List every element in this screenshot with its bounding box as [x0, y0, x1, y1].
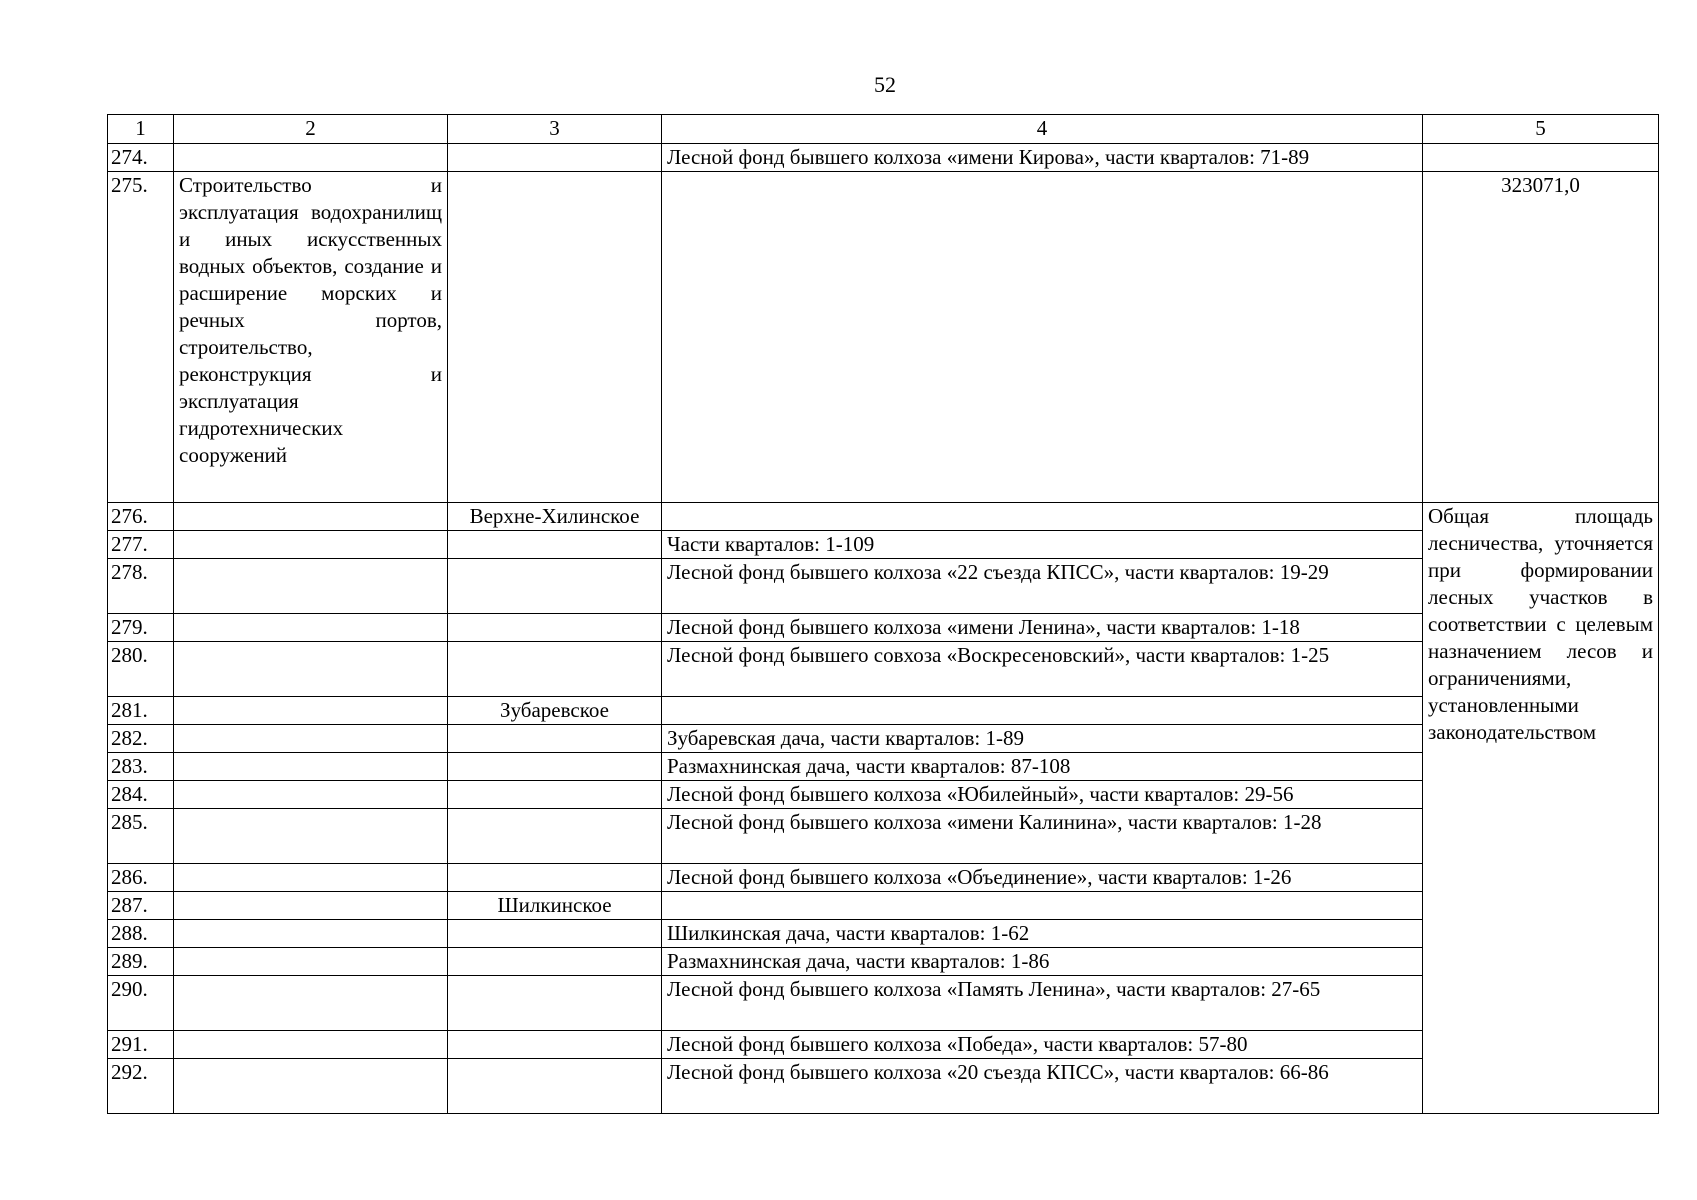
purpose-cell — [174, 1059, 448, 1114]
quarters-cell: Лесной фонд бывшего колхоза «имени Кирова», части кварталов: 71-89 — [662, 144, 1423, 172]
table-row — [108, 144, 1659, 172]
purpose-cell — [174, 1031, 448, 1059]
forestry-cell — [448, 559, 662, 614]
forestry-cell — [448, 1059, 662, 1114]
quarters-cell: Зубаревская дача, части кварталов: 1-89 — [662, 725, 1423, 753]
purpose-cell — [174, 781, 448, 809]
header-cell: 5 — [1423, 115, 1659, 144]
purpose-cell: Строительство и эксплуатация водохранилищ и иных искусственных водных объектов, создание и расширение морских и речных портов, строительство, реконструкция и эксплуатация гидротехнических сооружений — [174, 172, 448, 503]
forestry-cell — [448, 781, 662, 809]
row-number: 290. — [108, 976, 174, 1031]
header-cell: 2 — [174, 115, 448, 144]
purpose-cell — [174, 642, 448, 697]
purpose-cell — [174, 892, 448, 920]
row-number: 287. — [108, 892, 174, 920]
table-body — [108, 503, 1659, 1114]
header-cell: 1 — [108, 115, 174, 144]
row-number: 276. — [108, 503, 174, 531]
forestry-cell — [448, 809, 662, 864]
row-number: 281. — [108, 697, 174, 725]
row-number: 288. — [108, 920, 174, 948]
row-number: 275. — [108, 172, 174, 503]
quarters-cell: Лесной фонд бывшего колхоза «имени Ленина», части кварталов: 1-18 — [662, 614, 1423, 642]
area-cell: 323071,0 — [1423, 172, 1659, 503]
purpose-cell — [174, 920, 448, 948]
forestry-cell — [448, 864, 662, 892]
forestry-cell — [448, 531, 662, 559]
purpose-cell — [174, 948, 448, 976]
header-cell: 3 — [448, 115, 662, 144]
purpose-cell — [174, 697, 448, 725]
quarters-cell: Лесной фонд бывшего колхоза «20 съезда КПСС», части кварталов: 66-86 — [662, 1059, 1423, 1114]
row-number: 292. — [108, 1059, 174, 1114]
quarters-cell: Лесной фонд бывшего колхоза «имени Калинина», части кварталов: 1-28 — [662, 809, 1423, 864]
quarters-cell: Лесной фонд бывшего колхоза «Победа», части кварталов: 57-80 — [662, 1031, 1423, 1059]
forestry-table — [107, 114, 1659, 1114]
table-row — [108, 172, 1659, 503]
purpose-cell — [174, 559, 448, 614]
forestry-cell: Верхне-Хилинское — [448, 503, 662, 531]
forestry-cell: Зубаревское — [448, 697, 662, 725]
forestry-cell — [448, 172, 662, 503]
forestry-cell — [448, 948, 662, 976]
quarters-cell: Лесной фонд бывшего колхоза «Объединение», части кварталов: 1-26 — [662, 864, 1423, 892]
table-row — [108, 503, 1659, 531]
forestry-cell — [448, 144, 662, 172]
forestry-cell — [448, 1031, 662, 1059]
row-number: 286. — [108, 864, 174, 892]
quarters-cell — [662, 892, 1423, 920]
area-note-cell: Общая площадь лесничества, уточняется при формировании лесных участков в соответствии с целевым назначением лесов и ограничениями, установленными законодательством — [1423, 503, 1659, 1114]
area-cell — [1423, 144, 1659, 172]
forestry-cell — [448, 976, 662, 1031]
forestry-cell: Шилкинское — [448, 892, 662, 920]
forestry-cell — [448, 614, 662, 642]
row-number: 277. — [108, 531, 174, 559]
quarters-cell: Части кварталов: 1-109 — [662, 531, 1423, 559]
quarters-cell: Размахнинская дача, части кварталов: 1-86 — [662, 948, 1423, 976]
quarters-cell: Размахнинская дача, части кварталов: 87-108 — [662, 753, 1423, 781]
row-number: 289. — [108, 948, 174, 976]
quarters-cell — [662, 697, 1423, 725]
purpose-cell — [174, 144, 448, 172]
forestry-cell — [448, 725, 662, 753]
forestry-cell — [448, 642, 662, 697]
purpose-cell — [174, 531, 448, 559]
purpose-cell — [174, 725, 448, 753]
quarters-cell: Лесной фонд бывшего колхоза «22 съезда КПСС», части кварталов: 19-29 — [662, 559, 1423, 614]
quarters-cell — [662, 172, 1423, 503]
page-number: 52 — [874, 72, 896, 97]
purpose-cell — [174, 976, 448, 1031]
row-number: 280. — [108, 642, 174, 697]
purpose-cell — [174, 753, 448, 781]
quarters-cell: Лесной фонд бывшего колхоза «Память Ленина», части кварталов: 27-65 — [662, 976, 1423, 1031]
purpose-cell — [174, 809, 448, 864]
quarters-cell: Шилкинская дача, части кварталов: 1-62 — [662, 920, 1423, 948]
row-number: 279. — [108, 614, 174, 642]
purpose-cell — [174, 614, 448, 642]
row-number: 291. — [108, 1031, 174, 1059]
row-number: 274. — [108, 144, 174, 172]
row-number: 284. — [108, 781, 174, 809]
header-cell: 4 — [662, 115, 1423, 144]
row-number: 282. — [108, 725, 174, 753]
row-number: 285. — [108, 809, 174, 864]
forestry-cell — [448, 753, 662, 781]
quarters-cell: Лесной фонд бывшего колхоза «Юбилейный», части кварталов: 29-56 — [662, 781, 1423, 809]
forestry-cell — [448, 920, 662, 948]
table-header-row — [108, 115, 1659, 144]
purpose-cell — [174, 864, 448, 892]
row-number: 283. — [108, 753, 174, 781]
row-number: 278. — [108, 559, 174, 614]
purpose-cell — [174, 503, 448, 531]
quarters-cell — [662, 503, 1423, 531]
quarters-cell: Лесной фонд бывшего совхоза «Воскресеновский», части кварталов: 1-25 — [662, 642, 1423, 697]
